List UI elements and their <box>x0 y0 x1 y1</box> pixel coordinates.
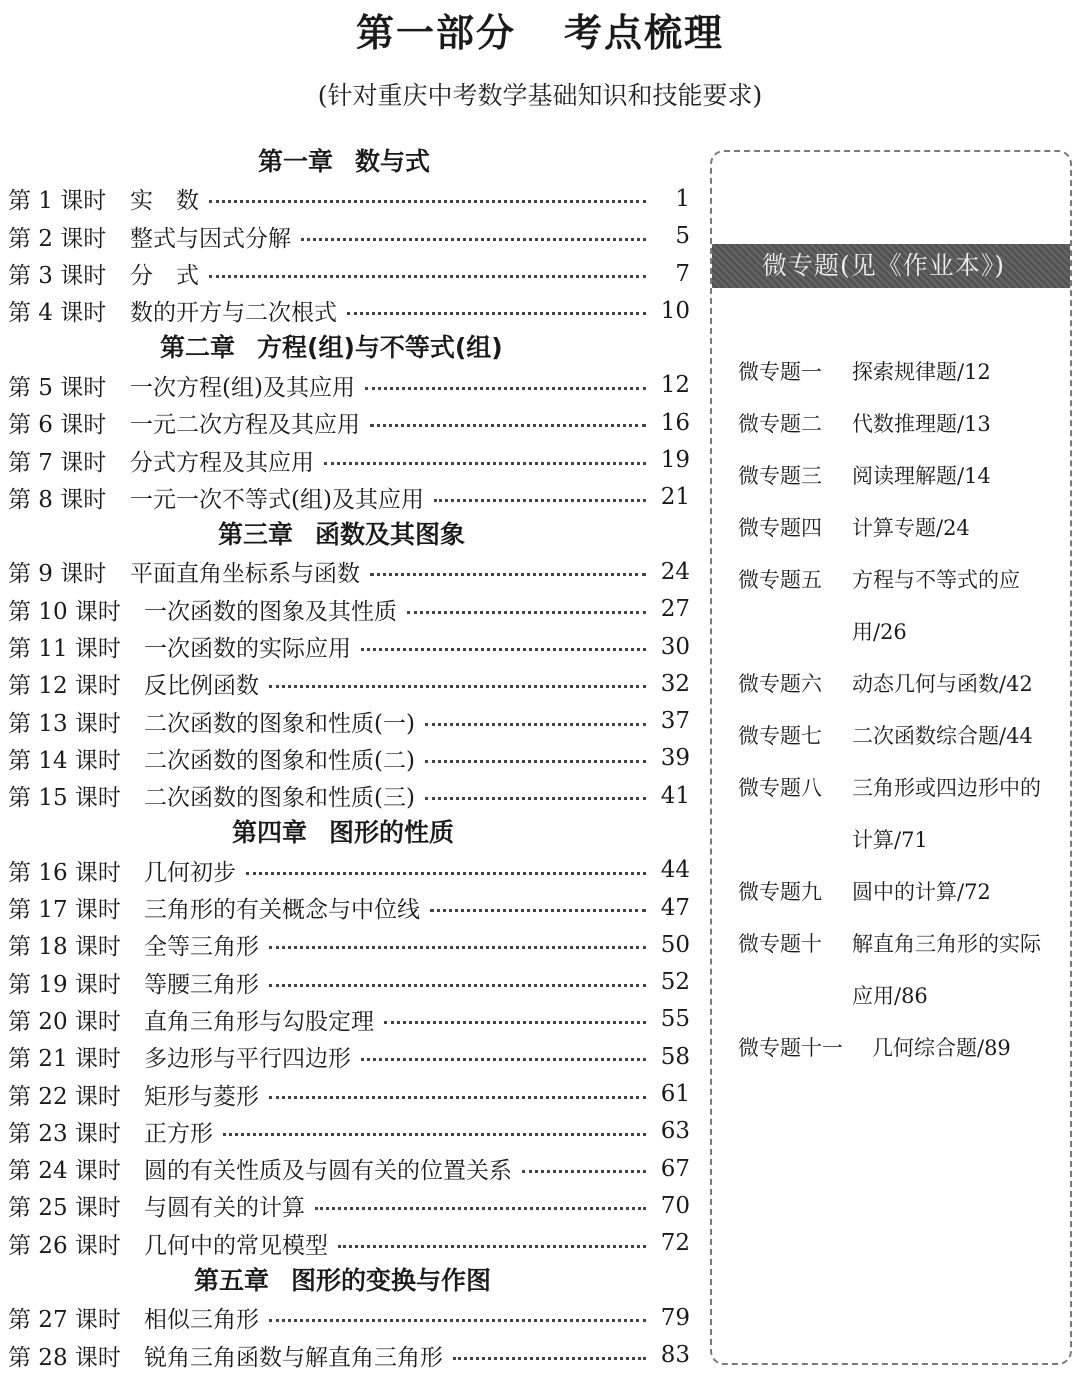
lesson-number: 第 20 课时 <box>8 1008 121 1035</box>
micro-topic-label: 微专题五 <box>738 568 822 592</box>
page-subtitle: (针对重庆中考数学基础知识和技能要求) <box>317 81 763 110</box>
micro-topic-text: 计算专题/24 <box>852 516 970 540</box>
lesson-number: 第 10 课时 <box>8 598 121 625</box>
lesson-title: 全等三角形 <box>144 934 259 961</box>
chapter-title: 函数及其图象 <box>315 519 466 549</box>
dot-leader <box>269 984 646 987</box>
chapter-title: 方程(组)与不等式(组) <box>257 333 503 363</box>
chapter-number: 第三章 <box>218 519 294 549</box>
lesson-title: 数的开方与二次根式 <box>130 300 337 327</box>
dot-leader <box>407 611 646 614</box>
micro-topic-text: 方程与不等式的应用/26 <box>852 568 1020 644</box>
page-number: 21 <box>660 484 690 511</box>
micro-topic-label: 微专题三 <box>738 464 822 488</box>
lesson-number: 第 18 课时 <box>8 934 121 961</box>
toc-entry[interactable] <box>8 852 690 889</box>
micro-topic-text: 动态几何与函数/42 <box>852 672 1033 696</box>
chapter-number: 第四章 <box>232 818 308 848</box>
lesson-number: 第 4 课时 <box>8 300 107 327</box>
micro-topics-list <box>738 346 1068 1074</box>
page-number: 70 <box>660 1192 690 1219</box>
toc-entry[interactable] <box>8 1337 690 1374</box>
chapter-number: 第五章 <box>194 1265 270 1295</box>
lesson-number: 第 28 课时 <box>8 1344 121 1371</box>
dot-leader <box>324 462 646 465</box>
lesson-title: 二次函数的图象和性质(三) <box>144 785 415 812</box>
lesson-number: 第 6 课时 <box>8 412 107 439</box>
lesson-title: 矩形与菱形 <box>144 1083 259 1110</box>
toc-entry[interactable] <box>8 218 690 255</box>
lesson-number: 第 9 课时 <box>8 561 107 588</box>
dot-leader <box>338 1245 646 1248</box>
chapter-title: 图形的变换与作图 <box>291 1265 492 1295</box>
lesson-title: 实 数 <box>130 188 199 215</box>
toc-entry[interactable] <box>8 1113 690 1150</box>
dot-leader <box>209 200 646 203</box>
toc-entry[interactable] <box>8 964 690 1001</box>
dot-leader <box>223 1133 646 1136</box>
lesson-number: 第 24 课时 <box>8 1158 121 1185</box>
page-number: 47 <box>660 894 690 921</box>
micro-topic-label: 微专题一 <box>738 360 822 384</box>
micro-topic-text: 阅读理解题/14 <box>852 464 991 488</box>
toc-entry[interactable] <box>8 1038 690 1075</box>
micro-topic-item[interactable] <box>738 918 1068 1022</box>
toc-entry[interactable] <box>8 1187 690 1224</box>
page-number: 7 <box>675 260 690 287</box>
page-number: 52 <box>660 969 690 996</box>
micro-topic-label: 微专题六 <box>738 672 822 696</box>
toc-entry[interactable] <box>8 591 690 628</box>
page-number: 1 <box>675 185 690 212</box>
lesson-number: 第 5 课时 <box>8 374 107 401</box>
micro-topic-item[interactable] <box>738 762 1068 866</box>
micro-topic-item[interactable] <box>738 710 1068 762</box>
page-number: 39 <box>660 745 690 772</box>
lesson-number: 第 13 课时 <box>8 710 121 737</box>
dot-leader <box>522 1170 646 1173</box>
chapter-title: 图形的性质 <box>329 818 455 848</box>
micro-topic-label: 微专题七 <box>738 724 822 748</box>
lesson-number: 第 25 课时 <box>8 1195 121 1222</box>
lesson-title: 一次方程(组)及其应用 <box>130 374 355 401</box>
lesson-title: 反比例函数 <box>144 673 259 700</box>
page-number: 41 <box>660 782 690 809</box>
dot-leader <box>425 760 646 763</box>
table-of-contents <box>8 143 690 1374</box>
micro-topic-label: 微专题四 <box>738 516 822 540</box>
dot-leader <box>269 1096 646 1099</box>
toc-entry[interactable] <box>8 180 690 217</box>
micro-topic-item[interactable] <box>738 1022 1068 1074</box>
chapter-number: 第一章 <box>258 147 334 176</box>
toc-entry[interactable] <box>8 479 690 516</box>
micro-topics-banner: 微专题(见《作业本》) <box>712 244 1070 288</box>
micro-topic-label: 微专题十一 <box>738 1036 843 1060</box>
dot-leader <box>301 238 646 241</box>
toc-entry[interactable] <box>8 926 690 963</box>
toc-entry[interactable] <box>8 1001 690 1038</box>
micro-topic-text: 代数推理题/13 <box>852 412 991 436</box>
lesson-number: 第 11 课时 <box>8 636 121 662</box>
page-number: 5 <box>675 223 690 250</box>
page-number: 27 <box>660 596 690 623</box>
lesson-number: 第 15 课时 <box>8 785 121 812</box>
micro-topic-item[interactable] <box>738 502 1068 554</box>
toc-entry[interactable] <box>8 404 690 441</box>
micro-topic-label: 微专题二 <box>738 412 822 436</box>
chapter-heading <box>8 329 690 366</box>
toc-entry[interactable] <box>8 1150 690 1187</box>
lesson-title: 分 式 <box>130 263 199 290</box>
toc-entry[interactable] <box>8 553 690 590</box>
toc-entry[interactable] <box>8 1075 690 1112</box>
toc-entry[interactable] <box>8 292 690 329</box>
toc-entry[interactable] <box>8 255 690 292</box>
micro-topic-item[interactable] <box>738 554 1068 658</box>
lesson-number: 第 2 课时 <box>8 225 107 252</box>
page-number: 72 <box>660 1230 690 1257</box>
dot-leader <box>384 1021 646 1024</box>
lesson-title: 平面直角坐标系与函数 <box>130 561 360 588</box>
lesson-title: 二次函数的图象和性质(二) <box>144 747 415 774</box>
toc-entry[interactable] <box>8 777 690 814</box>
page-number: 30 <box>660 633 690 660</box>
toc-entry[interactable] <box>8 367 690 404</box>
micro-topic-text: 圆中的计算/72 <box>852 880 991 904</box>
lesson-title: 与圆有关的计算 <box>144 1195 305 1222</box>
lesson-number: 第 14 课时 <box>8 747 121 774</box>
micro-topic-item[interactable] <box>738 658 1068 710</box>
dot-leader <box>269 1319 646 1322</box>
micro-topic-text: 二次函数综合题/44 <box>852 724 1033 748</box>
lesson-title: 整式与因式分解 <box>130 225 291 252</box>
lesson-number: 第 7 课时 <box>8 449 107 476</box>
lesson-title: 圆的有关性质及与圆有关的位置关系 <box>144 1158 512 1185</box>
dot-leader <box>365 387 646 390</box>
lesson-title: 直角三角形与勾股定理 <box>144 1008 374 1035</box>
toc-entry[interactable] <box>8 889 690 926</box>
micro-topic-label: 微专题十 <box>738 932 822 956</box>
dot-leader <box>434 499 646 502</box>
micro-topic-text: 探索规律题/12 <box>852 360 991 384</box>
page-number: 10 <box>660 297 690 324</box>
toc-entry[interactable] <box>8 665 690 702</box>
dot-leader <box>425 797 646 800</box>
lesson-title: 一次函数的实际应用 <box>144 636 351 662</box>
micro-topic-item[interactable] <box>738 398 1068 450</box>
lesson-title: 二次函数的图象和性质(一) <box>144 710 415 737</box>
lesson-number: 第 1 课时 <box>8 188 107 215</box>
page-number: 44 <box>660 857 690 884</box>
lesson-title: 三角形的有关概念与中位线 <box>144 897 420 924</box>
lesson-title: 相似三角形 <box>144 1307 259 1334</box>
lesson-number: 第 17 课时 <box>8 897 121 924</box>
page-number: 83 <box>660 1342 690 1369</box>
toc-entry[interactable] <box>8 1299 690 1336</box>
part-label: 第一部分 <box>355 11 516 55</box>
page-number: 16 <box>660 409 690 436</box>
dot-leader <box>269 685 646 688</box>
toc-entry[interactable] <box>8 1225 690 1262</box>
dot-leader <box>269 946 646 949</box>
lesson-number: 第 3 课时 <box>8 263 107 290</box>
chapter-heading <box>8 143 690 180</box>
lesson-number: 第 27 课时 <box>8 1307 121 1334</box>
micro-topic-item[interactable] <box>738 450 1068 502</box>
chapter-heading <box>8 814 690 851</box>
micro-topic-text: 解直角三角形的实际应用/86 <box>852 932 1041 1008</box>
lesson-title: 多边形与平行四边形 <box>144 1046 351 1073</box>
chapter-number: 第二章 <box>160 333 236 363</box>
lesson-number: 第 16 课时 <box>8 859 121 886</box>
lesson-title: 一元一次不等式(组)及其应用 <box>130 486 424 513</box>
page-number: 50 <box>660 931 690 958</box>
page-number: 67 <box>660 1155 690 1182</box>
lesson-title: 几何初步 <box>144 859 236 886</box>
dot-leader <box>361 1058 646 1061</box>
dot-leader <box>430 909 646 912</box>
lesson-number: 第 26 课时 <box>8 1232 121 1259</box>
micro-topic-label: 微专题九 <box>738 880 822 904</box>
dot-leader <box>361 648 646 651</box>
micro-topic-text: 三角形或四边形中的计算/71 <box>852 776 1041 852</box>
dot-leader <box>246 872 646 875</box>
chapter-title: 数与式 <box>355 147 431 176</box>
lesson-title: 一元二次方程及其应用 <box>130 412 360 439</box>
lesson-number: 第 19 课时 <box>8 971 121 998</box>
page-number: 58 <box>660 1043 690 1070</box>
page-number: 24 <box>660 558 690 585</box>
dot-leader <box>425 723 646 726</box>
page-number: 79 <box>660 1304 690 1331</box>
chapter-heading <box>8 516 690 553</box>
page-title <box>0 2 1080 57</box>
toc-entry[interactable] <box>8 740 690 777</box>
lesson-title: 等腰三角形 <box>144 971 259 998</box>
lesson-number: 第 8 课时 <box>8 486 107 513</box>
toc-entry[interactable] <box>8 628 690 665</box>
micro-topic-item[interactable] <box>738 866 1068 918</box>
dot-leader <box>315 1207 646 1210</box>
dot-leader <box>347 312 646 315</box>
page-number: 12 <box>660 372 690 399</box>
dot-leader <box>370 573 646 576</box>
toc-entry[interactable] <box>8 702 690 739</box>
dot-leader <box>453 1357 646 1360</box>
toc-entry[interactable] <box>8 441 690 478</box>
lesson-number: 第 21 课时 <box>8 1046 121 1073</box>
chapter-heading <box>8 1262 690 1299</box>
dot-leader <box>370 424 646 427</box>
lesson-title: 锐角三角函数与解直角三角形 <box>144 1344 443 1371</box>
page-number: 32 <box>660 670 690 697</box>
micro-topic-text: 几何综合题/89 <box>872 1036 1011 1060</box>
dot-leader <box>209 275 646 278</box>
micro-topic-item[interactable] <box>738 346 1068 398</box>
lesson-title: 几何中的常见模型 <box>144 1232 328 1259</box>
lesson-title: 分式方程及其应用 <box>130 449 314 476</box>
page-number: 61 <box>660 1081 690 1108</box>
page-number: 55 <box>660 1006 690 1033</box>
micro-topics-panel <box>710 150 1072 1365</box>
page-number: 19 <box>660 447 690 474</box>
lesson-number: 第 12 课时 <box>8 673 121 700</box>
micro-topic-label: 微专题八 <box>738 776 822 800</box>
lesson-title: 一次函数的图象及其性质 <box>144 598 397 625</box>
lesson-number: 第 22 课时 <box>8 1083 121 1110</box>
lesson-number: 第 23 课时 <box>8 1120 121 1147</box>
page-number: 37 <box>660 708 690 735</box>
page-number: 63 <box>660 1118 690 1145</box>
lesson-title: 正方形 <box>144 1120 213 1147</box>
part-topic: 考点梳理 <box>564 11 725 55</box>
